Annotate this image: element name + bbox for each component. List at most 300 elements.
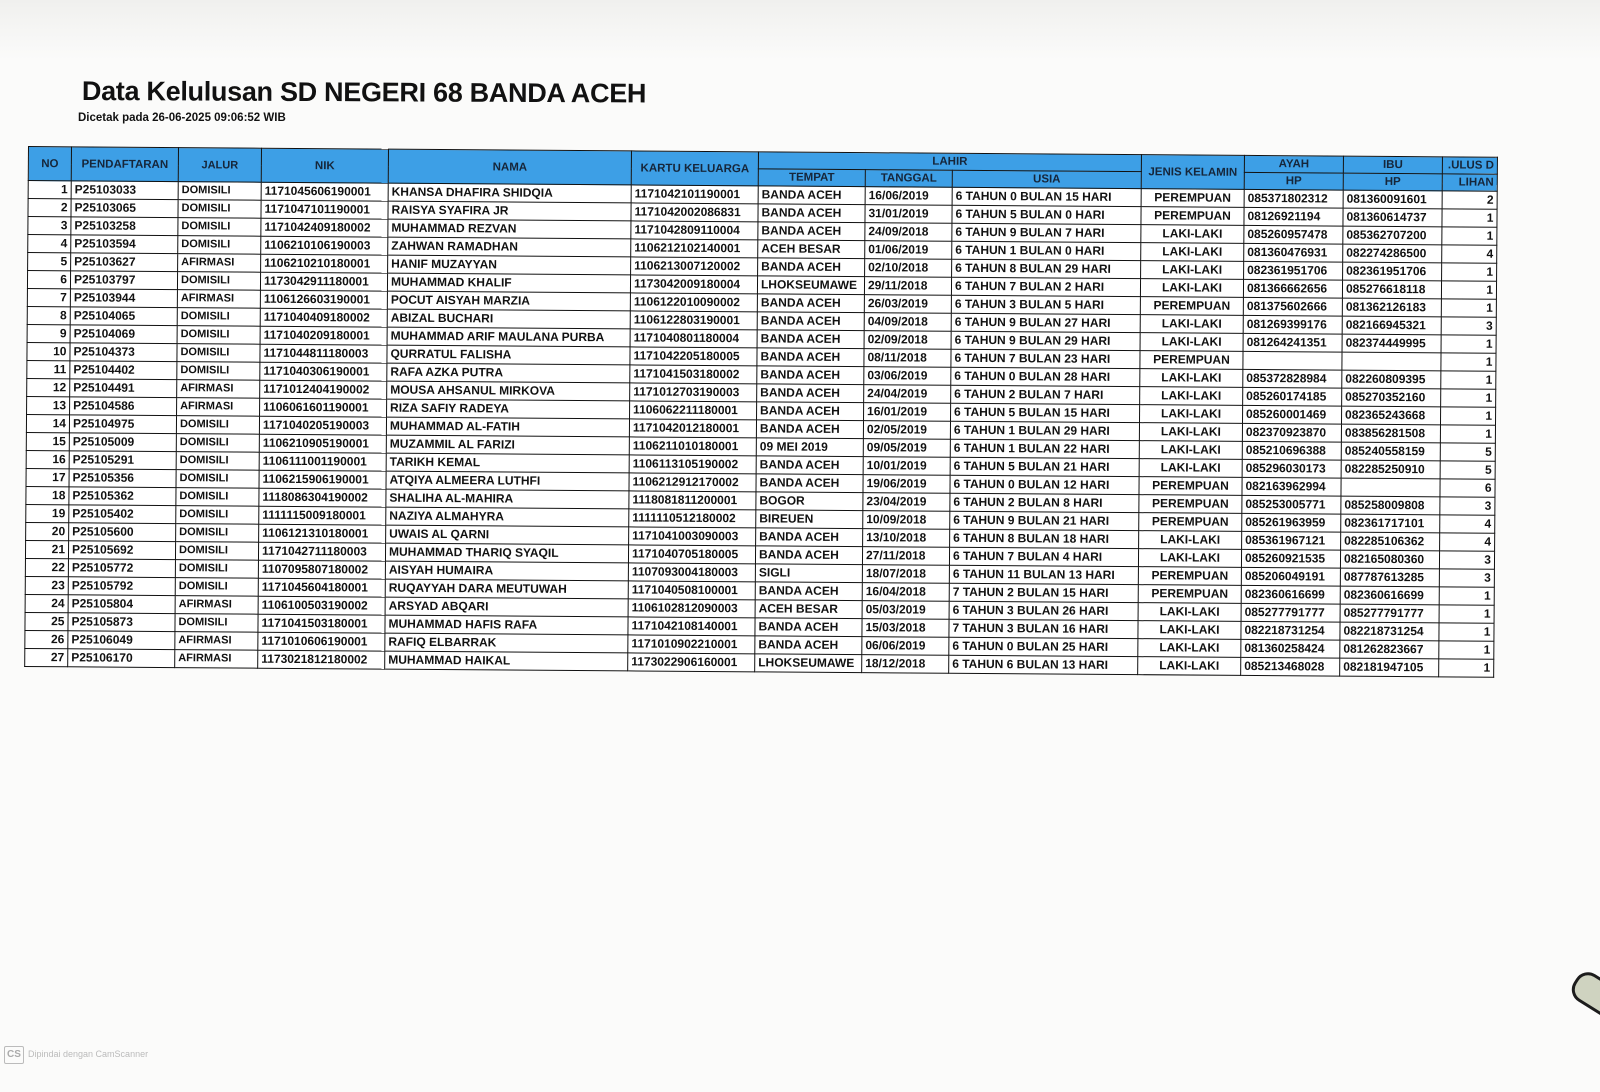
page-title: Data Kelulusan SD NEGERI 68 BANDA ACEH xyxy=(81,76,647,109)
cell-tanggal-lahir: 18/07/2018 xyxy=(862,565,949,584)
cell-ayah-hp: 082360616699 xyxy=(1241,585,1340,604)
cell-pendaftaran: P25103627 xyxy=(71,253,178,272)
cell-usia: 7 TAHUN 3 BULAN 16 HARI xyxy=(949,619,1138,638)
cell-tempat-lahir: BANDA ACEH xyxy=(757,366,864,385)
cell-tempat-lahir: BANDA ACEH xyxy=(757,348,864,367)
cell-ibu-hp: 087787613285 xyxy=(1340,568,1439,587)
cell-no: 26 xyxy=(25,630,68,648)
cell-tanggal-lahir: 06/06/2019 xyxy=(862,637,949,656)
header-lulus-bottom-text: LIHAN xyxy=(1458,176,1494,189)
cell-ibu-hp: 082374449995 xyxy=(1342,334,1441,353)
cell-tempat-lahir: BIREUEN xyxy=(756,510,863,529)
cell-ibu-hp: 082285250910 xyxy=(1341,460,1440,479)
cell-ibu-hp: 082361951706 xyxy=(1343,262,1442,281)
cell-no: 24 xyxy=(25,594,68,612)
cell-nama: NAZIYA ALMAHYRA xyxy=(386,507,629,527)
header-tempat: TEMPAT xyxy=(758,169,865,187)
cell-jenis-kelamin: LAKI-LAKI xyxy=(1139,531,1242,550)
cell-kartu-keluarga: 1171040705180005 xyxy=(628,545,755,564)
cell-tanggal-lahir: 24/04/2019 xyxy=(864,385,951,404)
cell-no: 4 xyxy=(28,235,71,253)
cell-kartu-keluarga: 1171042809110004 xyxy=(631,221,758,240)
cell-pendaftaran: P25105772 xyxy=(68,559,175,578)
cell-jenis-kelamin: LAKI-LAKI xyxy=(1138,639,1241,658)
cell-jenis-kelamin: PEREMPUAN xyxy=(1140,351,1243,370)
cell-kartu-keluarga: 1171042101190001 xyxy=(631,185,758,204)
cell-ibu-hp xyxy=(1342,352,1441,371)
cell-ayah-hp: 085213468028 xyxy=(1241,657,1340,676)
cell-lulus: 1 xyxy=(1439,623,1494,641)
scan-edge-shadow xyxy=(0,0,1600,60)
cell-tempat-lahir: BANDA ACEH xyxy=(757,330,864,349)
cell-lulus: 1 xyxy=(1440,425,1495,443)
cell-tanggal-lahir: 10/09/2018 xyxy=(863,511,950,530)
cell-nik: 1171012404190002 xyxy=(260,380,387,399)
cell-ibu-hp: 085276618118 xyxy=(1342,280,1441,299)
cell-jenis-kelamin: LAKI-LAKI xyxy=(1138,621,1241,640)
cell-jalur: DOMISILI xyxy=(176,524,259,543)
cell-no: 16 xyxy=(26,450,69,468)
cell-ayah-hp: 081360258424 xyxy=(1241,639,1340,658)
cell-ibu-hp: 085362707200 xyxy=(1343,226,1442,245)
cell-ibu-hp: 082360616699 xyxy=(1340,586,1439,605)
cell-nik: 1106210106190003 xyxy=(261,236,388,255)
header-usia: USIA xyxy=(952,170,1141,188)
cell-no: 27 xyxy=(25,648,68,666)
cell-ayah-hp: 082370923870 xyxy=(1242,423,1341,442)
cell-nama: ABIZAL BUCHARI xyxy=(387,309,630,329)
cell-nama: MOUSA AHSANUL MIRKOVA xyxy=(387,381,630,401)
header-ibu-hp: HP xyxy=(1343,173,1442,191)
cell-lulus: 1 xyxy=(1441,371,1496,389)
cell-jenis-kelamin: LAKI-LAKI xyxy=(1138,603,1241,622)
cell-jalur: AFIRMASI xyxy=(175,632,258,651)
cell-jenis-kelamin: LAKI-LAKI xyxy=(1141,225,1244,244)
cell-tanggal-lahir: 09/05/2019 xyxy=(863,439,950,458)
cell-nama: ZAHWAN RAMADHAN xyxy=(388,237,631,257)
cell-kartu-keluarga: 1171012703190003 xyxy=(630,383,757,402)
cell-usia: 6 TAHUN 0 BULAN 28 HARI xyxy=(951,367,1140,386)
cell-jalur: DOMISILI xyxy=(177,272,260,291)
cell-jenis-kelamin: PEREMPUAN xyxy=(1139,495,1242,514)
cell-no: 14 xyxy=(26,414,69,432)
cell-ayah-hp: 081360476931 xyxy=(1244,243,1343,262)
cell-pendaftaran: P25103944 xyxy=(70,289,177,308)
cell-pendaftaran: P25105792 xyxy=(68,577,175,596)
cell-jalur: DOMISILI xyxy=(177,344,260,363)
cell-jenis-kelamin: PEREMPUAN xyxy=(1138,585,1241,604)
cell-pendaftaran: P25104373 xyxy=(70,343,177,362)
cell-jenis-kelamin: PEREMPUAN xyxy=(1141,189,1244,208)
graduation-table xyxy=(24,146,1498,678)
cell-usia: 6 TAHUN 2 BULAN 8 HARI xyxy=(950,493,1139,512)
cell-no: 8 xyxy=(27,306,70,324)
cell-usia: 7 TAHUN 2 BULAN 15 HARI xyxy=(949,583,1138,602)
cell-nik: 1173042911180001 xyxy=(260,272,387,291)
cell-jenis-kelamin: PEREMPUAN xyxy=(1138,567,1241,586)
cell-usia: 6 TAHUN 0 BULAN 12 HARI xyxy=(950,475,1139,494)
cell-nama: QURRATUL FALISHA xyxy=(387,345,630,365)
cell-tanggal-lahir: 27/11/2018 xyxy=(862,547,949,566)
cell-usia: 6 TAHUN 9 BULAN 29 HARI xyxy=(951,331,1140,350)
cell-ayah-hp: 085260174185 xyxy=(1243,387,1342,406)
cell-usia: 6 TAHUN 1 BULAN 22 HARI xyxy=(950,439,1139,458)
cell-pendaftaran: P25105873 xyxy=(68,613,175,632)
cell-no: 12 xyxy=(27,378,70,396)
cell-ayah-hp: 085361967121 xyxy=(1242,531,1341,550)
cell-ayah-hp: 081366662656 xyxy=(1243,279,1342,298)
cell-no: 20 xyxy=(26,522,69,540)
cell-nik: 1171040205190003 xyxy=(259,416,386,435)
cell-jalur: DOMISILI xyxy=(176,452,259,471)
cell-nik: 1171010606190001 xyxy=(258,632,385,651)
cell-kartu-keluarga: 1171041003090003 xyxy=(629,527,756,546)
cell-lulus: 6 xyxy=(1440,479,1495,497)
cell-jenis-kelamin: LAKI-LAKI xyxy=(1138,657,1241,676)
cell-nama: KHANSA DHAFIRA SHIDQIA xyxy=(388,183,631,203)
cell-tanggal-lahir: 16/04/2018 xyxy=(862,583,949,602)
cell-lulus: 1 xyxy=(1442,227,1497,245)
cell-tempat-lahir: BANDA ACEH xyxy=(758,222,865,241)
cell-lulus: 3 xyxy=(1439,551,1494,569)
cell-tanggal-lahir: 18/12/2018 xyxy=(862,655,949,674)
cell-tanggal-lahir: 15/03/2018 xyxy=(862,619,949,638)
cell-no: 10 xyxy=(27,342,70,360)
cell-pendaftaran: P25105362 xyxy=(69,487,176,506)
cell-usia: 6 TAHUN 1 BULAN 0 HARI xyxy=(952,241,1141,260)
cell-usia: 6 TAHUN 6 BULAN 13 HARI xyxy=(949,655,1138,674)
cell-jalur: AFIRMASI xyxy=(177,290,260,309)
cell-no: 21 xyxy=(25,540,68,558)
cell-ayah-hp: 08126921194 xyxy=(1244,207,1343,226)
cell-ayah-hp: 082361951706 xyxy=(1244,261,1343,280)
cell-kartu-keluarga: 1171041503180002 xyxy=(630,365,757,384)
cell-ibu-hp: 082218731254 xyxy=(1340,622,1439,641)
cell-tempat-lahir: BANDA ACEH xyxy=(758,204,865,223)
cell-kartu-keluarga: 1171040508100001 xyxy=(628,581,755,600)
cell-kartu-keluarga: 1106212102140001 xyxy=(631,239,758,258)
cell-tanggal-lahir: 23/04/2019 xyxy=(863,493,950,512)
pen-cap-object xyxy=(1567,967,1600,1029)
cell-jenis-kelamin: LAKI-LAKI xyxy=(1140,405,1243,424)
cell-jalur: DOMISILI xyxy=(175,614,258,633)
cell-kartu-keluarga: 1173022906160001 xyxy=(628,653,755,672)
cell-jalur: DOMISILI xyxy=(176,434,259,453)
cell-no: 22 xyxy=(25,558,68,576)
cell-nama: MUZAMMIL AL FARIZI xyxy=(386,435,629,455)
cell-lulus: 2 xyxy=(1442,191,1497,209)
cell-jalur: AFIRMASI xyxy=(175,596,258,615)
cell-ayah-hp: 085371802312 xyxy=(1244,189,1343,208)
cell-tanggal-lahir: 01/06/2019 xyxy=(865,241,952,260)
cell-jenis-kelamin: LAKI-LAKI xyxy=(1141,243,1244,262)
cell-no: 23 xyxy=(25,576,68,594)
cell-tanggal-lahir: 19/06/2019 xyxy=(863,475,950,494)
cell-tanggal-lahir: 24/09/2018 xyxy=(865,223,952,242)
cell-nik: 1171040209180001 xyxy=(260,326,387,345)
cell-ayah-hp: 082218731254 xyxy=(1241,621,1340,640)
header-nik: NIK xyxy=(261,148,388,183)
cell-kartu-keluarga: 1171042012180001 xyxy=(629,419,756,438)
header-jenis-kelamin: JENIS KELAMIN xyxy=(1141,155,1244,190)
cell-lulus: 1 xyxy=(1439,659,1494,677)
cell-no: 2 xyxy=(28,199,71,217)
cell-tanggal-lahir: 13/10/2018 xyxy=(863,529,950,548)
cell-ibu-hp: 081262823667 xyxy=(1340,640,1439,659)
cell-tempat-lahir: BANDA ACEH xyxy=(757,294,864,313)
cell-pendaftaran: P25103594 xyxy=(71,235,178,254)
cell-nik: 1171044811180003 xyxy=(260,344,387,363)
cell-jalur: DOMISILI xyxy=(178,236,261,255)
table-body xyxy=(25,181,1498,678)
cell-nama: MUHAMMAD AL-FATIH xyxy=(386,417,629,437)
cell-usia: 6 TAHUN 9 BULAN 21 HARI xyxy=(950,511,1139,530)
cell-jalur: DOMISILI xyxy=(176,488,259,507)
cell-kartu-keluarga: 1106213007120002 xyxy=(631,257,758,276)
cell-ayah-hp: 085206049191 xyxy=(1241,567,1340,586)
cell-nama: TARIKH KEMAL xyxy=(386,453,629,473)
header-kartu-keluarga: KARTU KELUARGA xyxy=(631,151,758,186)
cell-lulus: 1 xyxy=(1441,335,1496,353)
cell-lulus: 1 xyxy=(1442,209,1497,227)
cell-nik: 1111115009180001 xyxy=(259,506,386,525)
cell-ibu-hp: 081360614737 xyxy=(1343,208,1442,227)
cell-jalur: DOMISILI xyxy=(177,308,260,327)
cell-kartu-keluarga: 1107093004180003 xyxy=(628,563,755,582)
cell-nik: 1118086304190002 xyxy=(259,488,386,507)
cell-nama: AISYAH HUMAIRA xyxy=(385,561,628,581)
cell-ayah-hp: 085261963959 xyxy=(1242,513,1341,532)
cell-tempat-lahir: BANDA ACEH xyxy=(756,456,863,475)
cell-ayah-hp: 082163962994 xyxy=(1242,477,1341,496)
cell-pendaftaran: P25104491 xyxy=(70,379,177,398)
cell-nama: RIZA SAFIY RADEYA xyxy=(387,399,630,419)
cell-nama: POCUT AISYAH MARZIA xyxy=(387,291,630,311)
cell-no: 3 xyxy=(28,217,71,235)
cell-nama: UWAIS AL QARNI xyxy=(386,525,629,545)
cell-usia: 6 TAHUN 9 BULAN 27 HARI xyxy=(951,313,1140,332)
cell-nama: HANIF MUZAYYAN xyxy=(388,255,631,275)
cell-tanggal-lahir: 05/03/2019 xyxy=(862,601,949,620)
cell-ibu-hp: 082274286500 xyxy=(1343,244,1442,263)
cell-kartu-keluarga: 1106122010090002 xyxy=(630,293,757,312)
cell-tanggal-lahir: 16/01/2019 xyxy=(864,403,951,422)
cell-no: 19 xyxy=(26,504,69,522)
cell-no: 13 xyxy=(27,396,70,414)
cell-tanggal-lahir: 29/11/2018 xyxy=(864,277,951,296)
cell-ibu-hp: 085270352160 xyxy=(1342,388,1441,407)
cell-tempat-lahir: ACEH BESAR xyxy=(755,600,862,619)
header-no: NO xyxy=(28,147,71,181)
cell-jalur: DOMISILI xyxy=(177,362,260,381)
cell-ibu-hp: 085277791777 xyxy=(1340,604,1439,623)
cell-lulus: 4 xyxy=(1440,533,1495,551)
cell-pendaftaran: P25105291 xyxy=(69,451,176,470)
header-lulus-top xyxy=(1442,157,1497,174)
cell-no: 5 xyxy=(28,253,71,271)
cell-kartu-keluarga: 1118081811200001 xyxy=(629,491,756,510)
cell-no: 7 xyxy=(27,288,70,306)
cell-tanggal-lahir: 03/06/2019 xyxy=(864,367,951,386)
cell-lulus: 3 xyxy=(1439,569,1494,587)
cell-jalur: AFIRMASI xyxy=(175,650,258,669)
cell-ayah-hp: 085277791777 xyxy=(1241,603,1340,622)
cell-lulus: 1 xyxy=(1439,641,1494,659)
cell-tanggal-lahir: 10/01/2019 xyxy=(863,457,950,476)
cell-ibu-hp: 083856281508 xyxy=(1341,424,1440,443)
cell-tempat-lahir: BANDA ACEH xyxy=(757,312,864,331)
cell-tempat-lahir: BANDA ACEH xyxy=(755,582,862,601)
cell-jalur: DOMISILI xyxy=(178,182,261,201)
cell-pendaftaran: P25103258 xyxy=(71,217,178,236)
cell-nik: 1171047101190001 xyxy=(261,200,388,219)
header-jalur: JALUR xyxy=(178,148,261,183)
cell-no: 18 xyxy=(26,486,69,504)
cell-pendaftaran: P25104586 xyxy=(70,397,177,416)
cell-kartu-keluarga: 1171042108140001 xyxy=(628,617,755,636)
cell-lulus: 4 xyxy=(1442,245,1497,263)
cell-nik: 1107095807180002 xyxy=(258,560,385,579)
cell-tempat-lahir: BANDA ACEH xyxy=(758,258,865,277)
cell-nik: 1171040306190001 xyxy=(260,362,387,381)
cell-nik: 1106100503190002 xyxy=(258,596,385,615)
cell-tempat-lahir: BANDA ACEH xyxy=(756,528,863,547)
cell-jenis-kelamin: LAKI-LAKI xyxy=(1140,387,1243,406)
cell-usia: 6 TAHUN 1 BULAN 29 HARI xyxy=(950,421,1139,440)
cell-nama: RAISYA SYAFIRA JR xyxy=(388,201,631,221)
cell-jalur: DOMISILI xyxy=(176,506,259,525)
cell-ibu-hp xyxy=(1341,478,1440,497)
cell-nik: 1106210905190001 xyxy=(259,434,386,453)
cell-kartu-keluarga: 1173042009180004 xyxy=(630,275,757,294)
cell-nik: 1171045604180001 xyxy=(258,578,385,597)
cell-ayah-hp: 085260957478 xyxy=(1244,225,1343,244)
cell-ibu-hp: 085258009808 xyxy=(1341,496,1440,515)
cell-tanggal-lahir: 31/01/2019 xyxy=(865,205,952,224)
cell-usia: 6 TAHUN 11 BULAN 13 HARI xyxy=(949,565,1138,584)
cell-jalur: DOMISILI xyxy=(175,560,258,579)
cell-jenis-kelamin: LAKI-LAKI xyxy=(1139,423,1242,442)
cell-jalur: DOMISILI xyxy=(175,578,258,597)
cell-usia: 6 TAHUN 3 BULAN 26 HARI xyxy=(949,601,1138,620)
cell-ibu-hp: 081362126183 xyxy=(1342,298,1441,317)
cell-ibu-hp: 082165080360 xyxy=(1340,550,1439,569)
cell-pendaftaran: P25104402 xyxy=(70,361,177,380)
cell-jalur: AFIRMASI xyxy=(177,398,260,417)
cell-jenis-kelamin: LAKI-LAKI xyxy=(1139,459,1242,478)
cell-usia: 6 TAHUN 5 BULAN 21 HARI xyxy=(950,457,1139,476)
cell-tanggal-lahir: 26/03/2019 xyxy=(864,295,951,314)
cell-kartu-keluarga: 1106102812090003 xyxy=(628,599,755,618)
cell-ayah-hp: 081269399176 xyxy=(1243,315,1342,334)
cell-tempat-lahir: BANDA ACEH xyxy=(756,474,863,493)
cell-jalur: DOMISILI xyxy=(177,326,260,345)
header-lulus-bottom xyxy=(1442,174,1497,191)
cell-nik: 1106126603190001 xyxy=(260,290,387,309)
cell-tempat-lahir: BANDA ACEH xyxy=(756,420,863,439)
cell-tanggal-lahir: 08/11/2018 xyxy=(864,349,951,368)
cell-pendaftaran: P25105402 xyxy=(69,505,176,524)
cell-tempat-lahir: BANDA ACEH xyxy=(757,402,864,421)
cell-usia: 6 TAHUN 7 BULAN 23 HARI xyxy=(951,349,1140,368)
cell-pendaftaran: P25104065 xyxy=(70,307,177,326)
cell-lulus: 1 xyxy=(1442,263,1497,281)
cell-lulus: 1 xyxy=(1439,605,1494,623)
cell-ayah-hp: 081375602666 xyxy=(1243,297,1342,316)
cell-no: 15 xyxy=(26,432,69,450)
cell-tanggal-lahir: 02/10/2018 xyxy=(865,259,952,278)
cell-tanggal-lahir: 02/09/2018 xyxy=(864,331,951,350)
cell-jenis-kelamin: PEREMPUAN xyxy=(1139,477,1242,496)
cell-pendaftaran: P25103065 xyxy=(71,199,178,218)
cell-tempat-lahir: LHOKSEUMAWE xyxy=(757,276,864,295)
cell-ayah-hp: 085296030173 xyxy=(1242,459,1341,478)
cell-jalur: DOMISILI xyxy=(176,416,259,435)
cell-ayah-hp xyxy=(1243,351,1342,370)
cell-usia: 6 TAHUN 8 BULAN 18 HARI xyxy=(950,529,1139,548)
cell-tanggal-lahir: 02/05/2019 xyxy=(863,421,950,440)
cell-usia: 6 TAHUN 8 BULAN 29 HARI xyxy=(952,259,1141,278)
cell-no: 6 xyxy=(27,271,70,289)
cell-nama: RAFIQ ELBARRAK xyxy=(385,633,628,653)
cell-ibu-hp: 082365243668 xyxy=(1341,406,1440,425)
cell-ibu-hp: 082166945321 xyxy=(1342,316,1441,335)
cell-pendaftaran: P25106049 xyxy=(68,631,175,650)
cell-kartu-keluarga: 1106211010180001 xyxy=(629,437,756,456)
cell-no: 17 xyxy=(26,468,69,486)
cell-pendaftaran: P25104069 xyxy=(70,325,177,344)
cell-pendaftaran: P25104975 xyxy=(69,415,176,434)
cell-jenis-kelamin: LAKI-LAKI xyxy=(1138,549,1241,568)
cell-lulus: 1 xyxy=(1441,281,1496,299)
cell-nik: 1171042409180002 xyxy=(261,218,388,237)
cell-pendaftaran: P25106170 xyxy=(68,649,175,668)
cell-kartu-keluarga: 1106062211180001 xyxy=(630,401,757,420)
cell-usia: 6 TAHUN 5 BULAN 0 HARI xyxy=(952,205,1141,224)
header-lulus-top-text: .ULUS D xyxy=(1447,159,1494,172)
cell-tempat-lahir: ACEH BESAR xyxy=(758,240,865,259)
cell-kartu-keluarga: 1171040801180004 xyxy=(630,329,757,348)
cell-lulus: 1 xyxy=(1441,389,1496,407)
cell-jalur: DOMISILI xyxy=(178,218,261,237)
cell-ibu-hp: 082361717101 xyxy=(1341,514,1440,533)
cell-nik: 1106061601190001 xyxy=(260,398,387,417)
camscanner-watermark: Dipindai dengan CamScanner xyxy=(28,1049,149,1059)
cell-kartu-keluarga: 1171042002086831 xyxy=(631,203,758,222)
cell-tempat-lahir: 09 MEI 2019 xyxy=(756,438,863,457)
cell-ibu-hp: 082260809395 xyxy=(1342,370,1441,389)
cell-jenis-kelamin: LAKI-LAKI xyxy=(1140,279,1243,298)
cell-tanggal-lahir: 04/09/2018 xyxy=(864,313,951,332)
cell-pendaftaran: P25103797 xyxy=(70,271,177,290)
cell-tempat-lahir: LHOKSEUMAWE xyxy=(755,654,862,673)
cell-tempat-lahir: BANDA ACEH xyxy=(757,384,864,403)
cell-nik: 1106210210180001 xyxy=(261,254,388,273)
cell-nama: ARSYAD ABQARI xyxy=(385,597,628,617)
cell-nama: MUHAMMAD REZVAN xyxy=(388,219,631,239)
cell-kartu-keluarga: 1171010902210001 xyxy=(628,635,755,654)
cell-nama: MUHAMMAD ARIF MAULANA PURBA xyxy=(387,327,630,347)
cell-ayah-hp: 081264241351 xyxy=(1243,333,1342,352)
header-ayah-hp: HP xyxy=(1244,172,1343,190)
cell-ayah-hp: 085253005771 xyxy=(1242,495,1341,514)
cell-ibu-hp: 082181947105 xyxy=(1340,658,1439,677)
cell-usia: 6 TAHUN 5 BULAN 15 HARI xyxy=(951,403,1140,422)
cell-nik: 1106215906190001 xyxy=(259,470,386,489)
graduation-table-wrapper xyxy=(24,146,1498,678)
cell-lulus: 3 xyxy=(1441,317,1496,335)
cell-tempat-lahir: BANDA ACEH xyxy=(758,186,865,205)
